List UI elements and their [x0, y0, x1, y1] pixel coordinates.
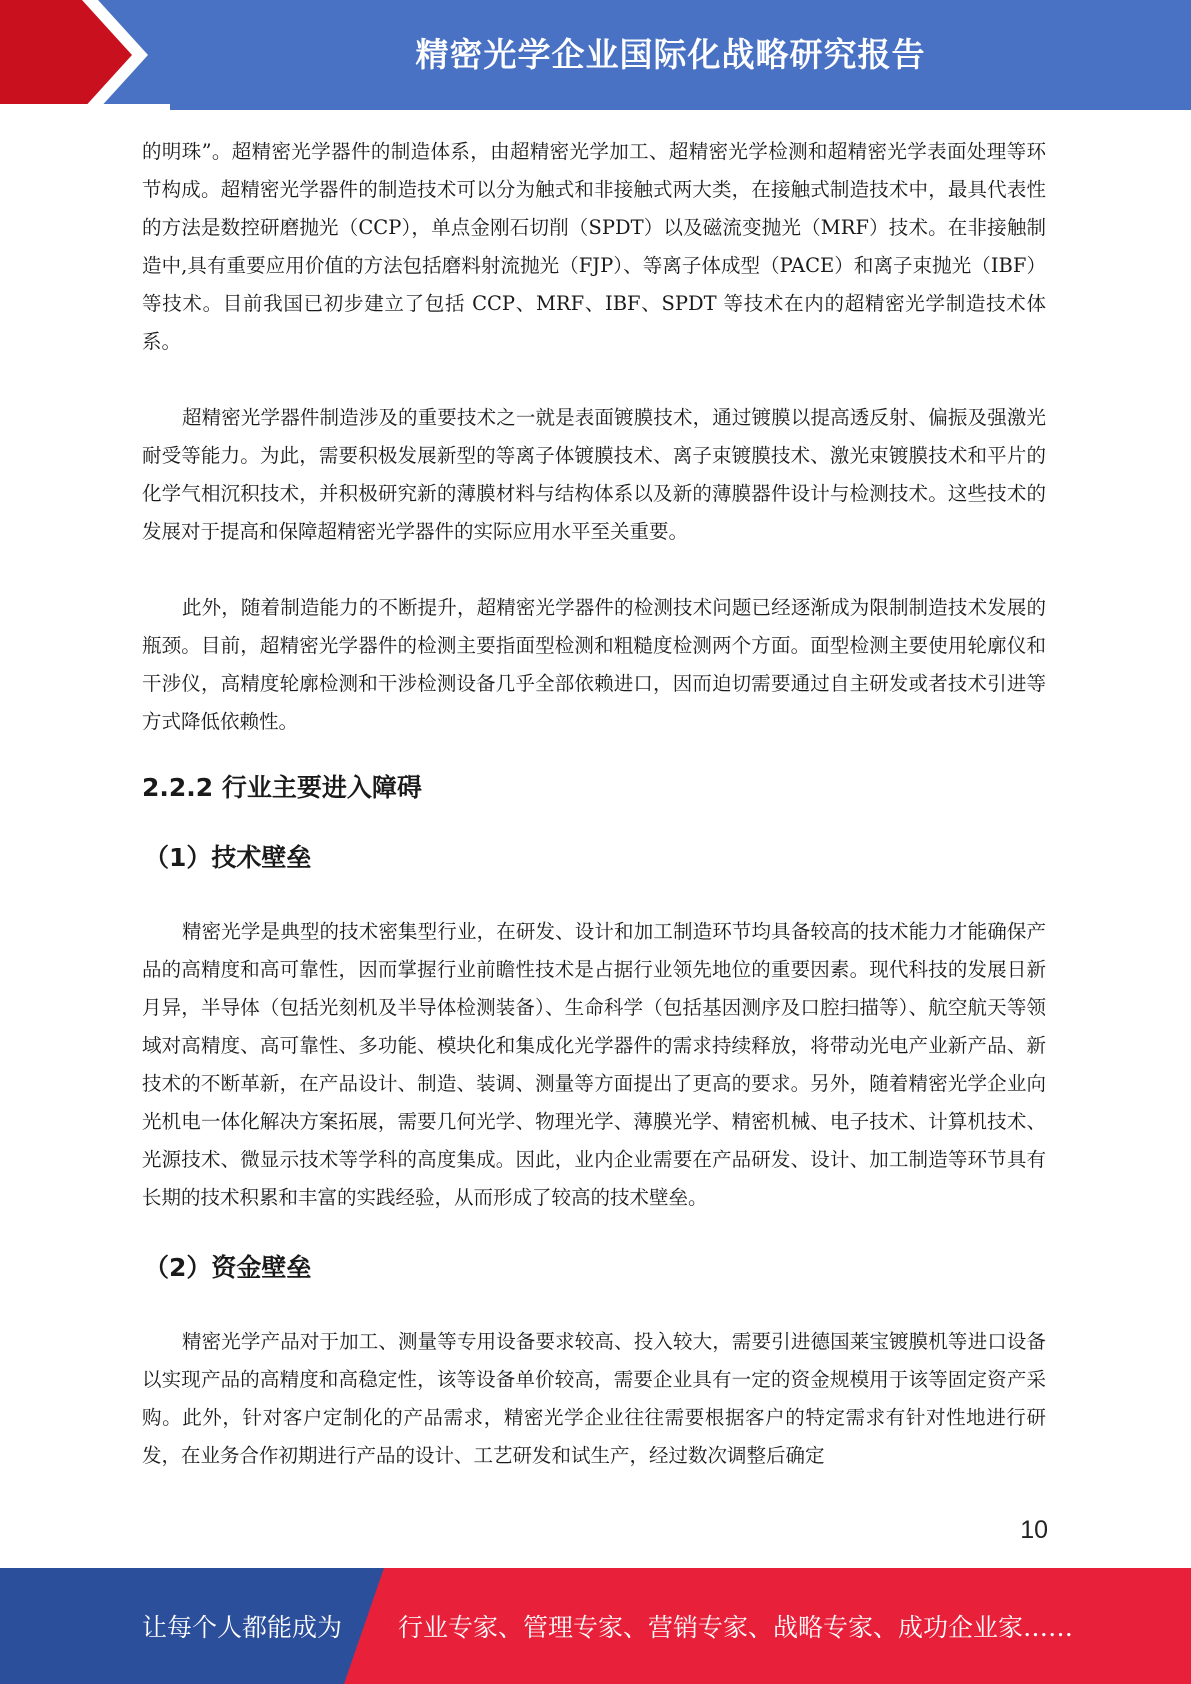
footer-banner — [0, 1568, 1191, 1684]
paragraph-inspection-technology: 此外，随着制造能力的不断提升，超精密光学器件的检测技术问题已经逐渐成为限制制造技术发展的瓶颈。目前，超精密光学器件的检测主要指面型检测和粗糙度检测两个方面。面型检测主要使用轮廓仪和干涉仪，高精度轮廓检测和干涉检测设备几乎全部依赖进口，因而迫切需要通过自主研发或者技术引进等方式降低依赖性。 — [142, 596, 1046, 733]
paragraph-coating-technology: 超精密光学器件制造涉及的重要技术之一就是表面镀膜技术，通过镀膜以提高透反射、偏振及强激光耐受等能力。为此，需要积极发展新型的等离子体镀膜技术、离子束镀膜技术、激光束镀膜技术和平片的化学气相沉积技术，并积极研究新的薄膜材料与结构体系以及新的薄膜器件设计与检测技术。这些技术的发展对于提高和保障超精密光学器件的实际应用水平至关重要。 — [142, 406, 1046, 543]
paragraph-capital-barrier: 精密光学产品对于加工、测量等专用设备要求较高、投入较大，需要引进德国莱宝镀膜机等进口设备以实现产品的高精度和高稳定性，该等设备单价较高，需要企业具有一定的资金规模用于该等固定资产采购。此外，针对客户定制化的产品需求，精密光学企业往往需要根据客户的特定需求有针对性地进行研发，在业务合作初期进行产品的设计、工艺研发和试生产，经过数次调整后确定 — [142, 1330, 1046, 1467]
paragraph-technology-barrier: 精密光学是典型的技术密集型行业，在研发、设计和加工制造环节均具备较高的技术能力才能确保产品的高精度和高可靠性，因而掌握行业前瞻性技术是占据行业领先地位的重要因素。现代科技的发展日新月异，半导体（包括光刻机及半导体检测装备）、生命科学（包括基因测序及口腔扫描等）、航空航天等领域对高精度、高可靠性、多功能、模块化和集成化光学器件的需求持续释放，将带动光电产业新产品、新技术的不断革新，在产品设计、制造、装调、测量等方面提出了更高的要求。另外，随着精密光学企业向光机电一体化解决方案拓展，需要几何光学、物理光学、薄膜光学、精密机械、电子技术、计算机技术、光源技术、微显示技术等学科的高度集成。因此，业内企业需要在产品研发、设计、加工制造等环节具有长期的技术积累和丰富的实践经验，从而形成了较高的技术壁垒。 — [142, 920, 1046, 1209]
subsection-heading-technology-barrier: （1）技术壁垒 — [144, 843, 312, 872]
page-number: 10 — [1020, 1516, 1048, 1544]
footer-slogan-right: 行业专家、管理专家、营销专家、战略专家、成功企业家…… — [398, 1613, 1074, 1642]
document-body — [142, 133, 1046, 1475]
section-heading: 2.2.2 行业主要进入障碍 — [142, 773, 422, 802]
paragraph-intro-continuation: 的明珠”。超精密光学器件的制造体系，由超精密光学加工、超精密光学检测和超精密光学表面处理等环节构成。超精密光学器件的制造技术可以分为触式和非接触式两大类，在接触式制造技术中，最具代表性的方法是数控研磨抛光（CCP），单点金刚石切削（SPDT）以及磁流变抛光（MRF）技术。在非接触制造中,具有重要应用价值的方法包括磨料射流抛光（FJP）、等离子体成型（PACE）和离子束抛光（IBF）等技术。目前我国已初步建立了包括 CCP、MRF、IBF、SPDT 等技术在内的超精密光学制造技术体系。 — [142, 140, 1046, 353]
document-title: 精密光学企业国际化战略研究报告 — [415, 34, 926, 74]
header-banner — [0, 0, 1191, 110]
subsection-heading-capital-barrier: （2）资金壁垒 — [144, 1253, 312, 1282]
footer-slogan-left: 让每个人都能成为 — [142, 1613, 343, 1642]
